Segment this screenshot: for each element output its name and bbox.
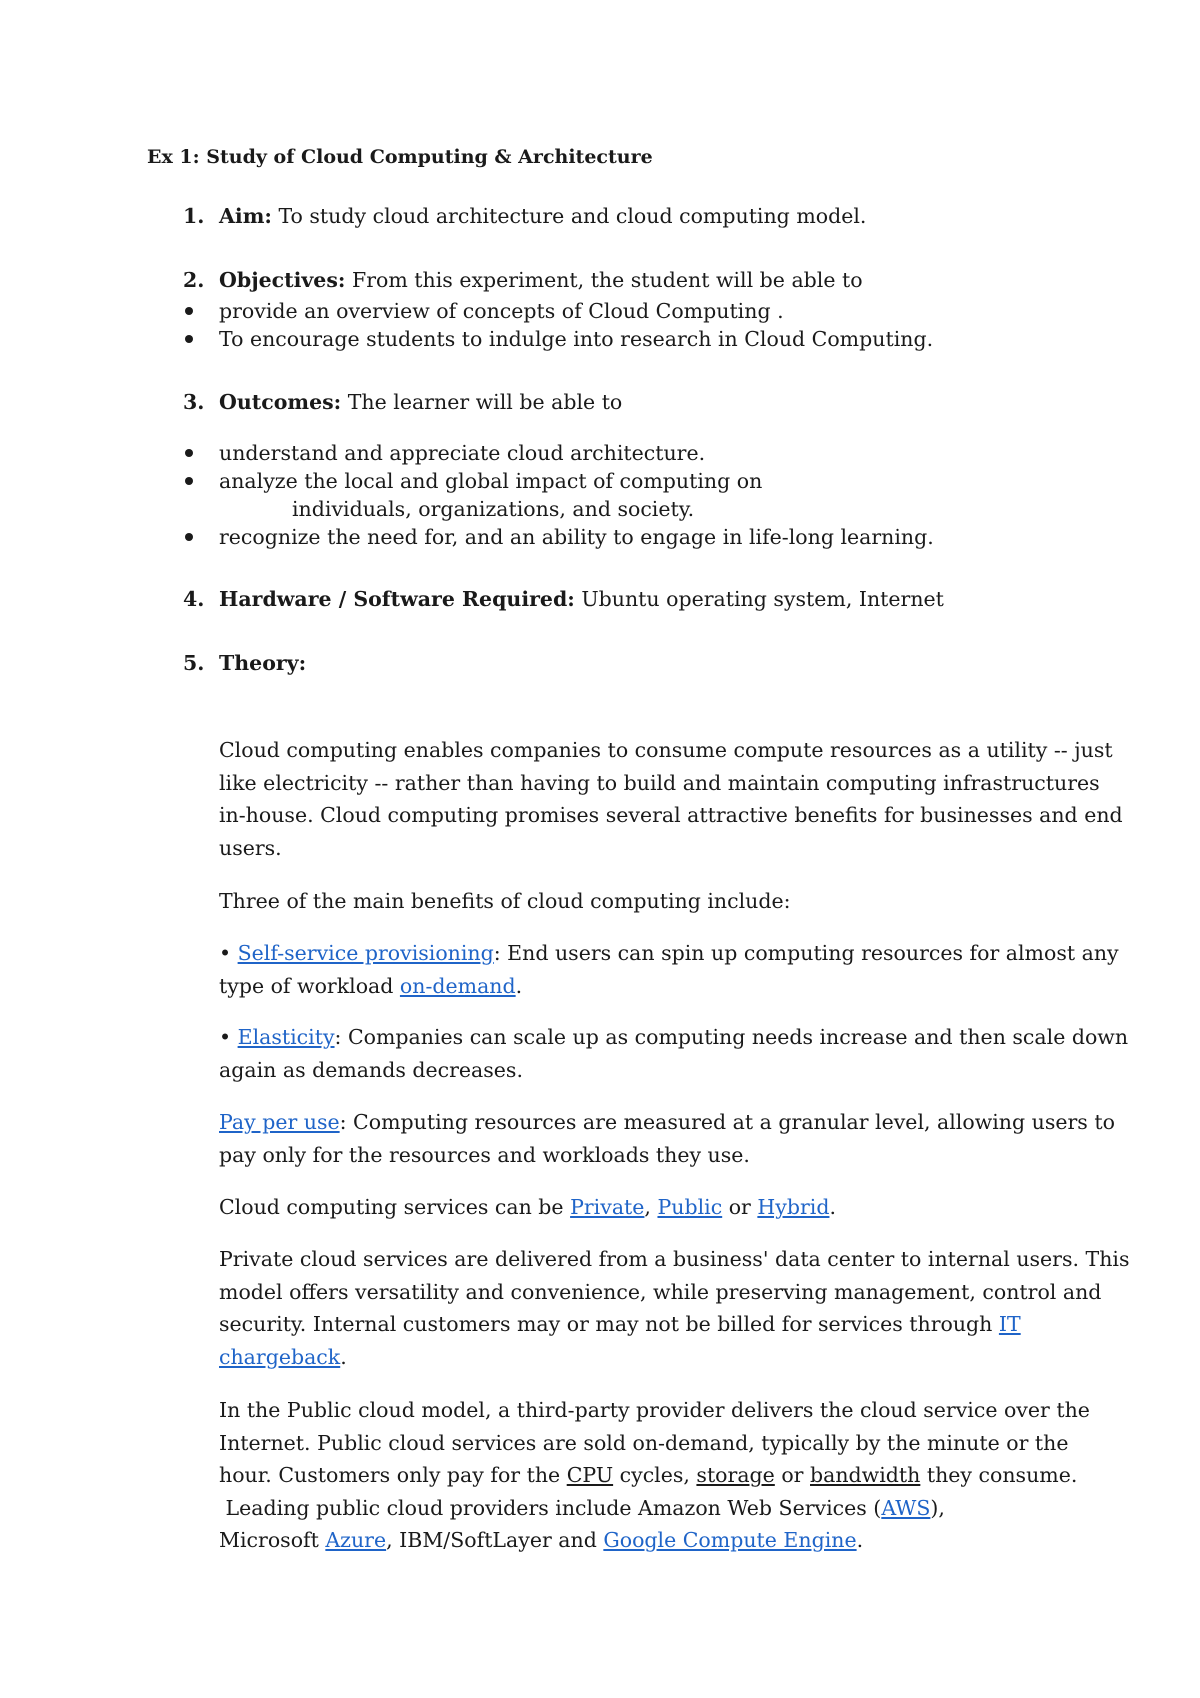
- hardware-label: Hardware / Software Required:: [219, 587, 575, 611]
- outcomes-line: [219, 392, 622, 413]
- objectives-bullet-2: To encourage students to indulge into research in Cloud Computing.: [219, 327, 934, 351]
- text-line: users.: [219, 835, 282, 860]
- objectives-text: From this experiment, the student will be able to: [345, 268, 863, 292]
- theory-line: [219, 653, 306, 674]
- outcomes-bullet-3: recognize the need for, and an ability to engage in life-long learning.: [219, 525, 934, 549]
- aws-link[interactable]: AWS: [881, 1495, 931, 1520]
- section-number: 3.: [183, 390, 205, 414]
- text-span: hour. Customers only pay for the: [219, 1463, 567, 1487]
- bullet-dot: [185, 533, 193, 541]
- cpu-term: CPU: [566, 1463, 614, 1487]
- outcomes-bullet-2: analyze the local and global impact of computing on: [219, 469, 763, 493]
- hardware-text: Ubuntu operating system, Internet: [574, 587, 944, 611]
- outcomes-label: Outcomes:: [219, 390, 342, 414]
- objectives-label: Objectives:: [219, 268, 346, 292]
- private-cloud-paragraph: [219, 1243, 1129, 1373]
- aim-text: To study cloud architecture and cloud computing model.: [271, 204, 867, 228]
- objectives-bullet-1: provide an overview of concepts of Cloud Computing .: [219, 299, 784, 323]
- text-line: [219, 1524, 1090, 1557]
- text-line: [219, 1459, 1090, 1492]
- it-chargeback-link[interactable]: chargeback: [219, 1344, 341, 1369]
- theory-paragraph-intro: [219, 734, 1123, 864]
- text-line: in-house. Cloud computing promises several attractive benefits for businesses and end: [219, 803, 1123, 827]
- theory-paragraph-benefits-intro: Three of the main benefits of cloud computing include:: [219, 889, 791, 913]
- text-line: [219, 1308, 1129, 1341]
- section-number: 5.: [183, 651, 205, 675]
- bullet-glyph: •: [219, 1025, 238, 1049]
- text-line: [219, 1106, 1115, 1139]
- text-span: or: [774, 1463, 810, 1487]
- hybrid-link[interactable]: Hybrid: [757, 1195, 830, 1219]
- text-span: .: [340, 1344, 347, 1369]
- benefit-pay-per-use: [219, 1106, 1115, 1171]
- outcomes-bullet-2-continued: individuals, organizations, and society.: [292, 497, 695, 521]
- text-span: ),: [930, 1495, 945, 1520]
- text-line: like electricity -- rather than having to build and maintain computing infrastructures: [219, 770, 1100, 795]
- hardware-line: [219, 589, 944, 610]
- text-span: or: [722, 1195, 758, 1219]
- text-span: security. Internal customers may or may not be billed for services through: [219, 1312, 999, 1336]
- public-cloud-paragraph: [219, 1394, 1090, 1557]
- text-span: : End users can spin up computing resources for almost any: [493, 941, 1119, 965]
- text-line: In the Public cloud model, a third-party provider delivers the cloud service over the: [219, 1398, 1090, 1422]
- cloud-types-paragraph: [219, 1191, 836, 1224]
- elasticity-link[interactable]: Elasticity: [237, 1025, 335, 1049]
- section-number: 4.: [183, 587, 205, 611]
- storage-term: storage: [696, 1463, 775, 1487]
- outcomes-bullet-1: understand and appreciate cloud architecture.: [219, 441, 706, 465]
- bandwidth-term: bandwidth: [810, 1463, 921, 1487]
- it-chargeback-link[interactable]: IT: [998, 1312, 1021, 1336]
- text-line: [219, 1021, 1128, 1054]
- private-link[interactable]: Private: [570, 1195, 645, 1219]
- text-line: Cloud computing enables companies to consume compute resources as a utility -- just: [219, 738, 1113, 762]
- google-compute-engine-link[interactable]: Google Compute Engine: [603, 1528, 857, 1552]
- text-span: Cloud computing services can be: [219, 1195, 571, 1219]
- azure-link[interactable]: Azure: [325, 1528, 387, 1552]
- aim-line: [219, 206, 866, 227]
- text-span: cycles,: [613, 1463, 697, 1487]
- text-line: pay only for the resources and workloads they use.: [219, 1142, 750, 1167]
- benefit-self-service: [219, 937, 1119, 1002]
- text-line: again as demands decreases.: [219, 1057, 523, 1082]
- theory-label: Theory:: [219, 651, 307, 675]
- text-span: : Companies can scale up as computing needs increase and then scale down: [334, 1025, 1129, 1049]
- text-line: [219, 1341, 1129, 1374]
- aim-label: Aim:: [219, 204, 272, 228]
- pay-per-use-link[interactable]: Pay per use: [219, 1110, 340, 1134]
- document-title: Ex 1: Study of Cloud Computing & Architecture: [147, 146, 653, 168]
- text-span: type of workload: [219, 973, 400, 998]
- text-span: they consume.: [920, 1463, 1078, 1487]
- bullet-dot: [185, 477, 193, 485]
- outcomes-text: The learner will be able to: [341, 390, 623, 414]
- text-span: ,: [644, 1195, 658, 1219]
- on-demand-link[interactable]: on-demand: [399, 973, 516, 998]
- bullet-glyph: •: [219, 941, 238, 965]
- text-line: Private cloud services are delivered from a business' data center to internal users. This: [219, 1247, 1130, 1271]
- section-number: 2.: [183, 268, 205, 292]
- bullet-dot: [185, 335, 193, 343]
- text-span: Leading public cloud providers include Amazon Web Services (: [219, 1495, 882, 1520]
- section-number: 1.: [183, 204, 205, 228]
- text-line: [219, 970, 1119, 1003]
- text-span: , IBM/SoftLayer and: [386, 1528, 604, 1552]
- text-span: Microsoft: [219, 1528, 326, 1552]
- text-line: Internet. Public cloud services are sold on-demand, typically by the minute or the: [219, 1430, 1069, 1455]
- text-span: .: [856, 1528, 864, 1552]
- public-link[interactable]: Public: [657, 1195, 723, 1219]
- text-line: model offers versatility and convenience, while preserving management, control and: [219, 1279, 1102, 1304]
- text-line: [219, 937, 1119, 970]
- benefit-elasticity: [219, 1021, 1128, 1086]
- text-span: .: [515, 973, 523, 998]
- bullet-dot: [185, 449, 193, 457]
- objectives-line: [219, 270, 863, 291]
- text-span: .: [829, 1195, 836, 1219]
- text-line: [219, 1492, 1090, 1525]
- self-service-link[interactable]: Self-service provisioning: [237, 941, 494, 965]
- text-span: : Computing resources are measured at a granular level, allowing users to: [339, 1110, 1115, 1134]
- bullet-dot: [185, 307, 193, 315]
